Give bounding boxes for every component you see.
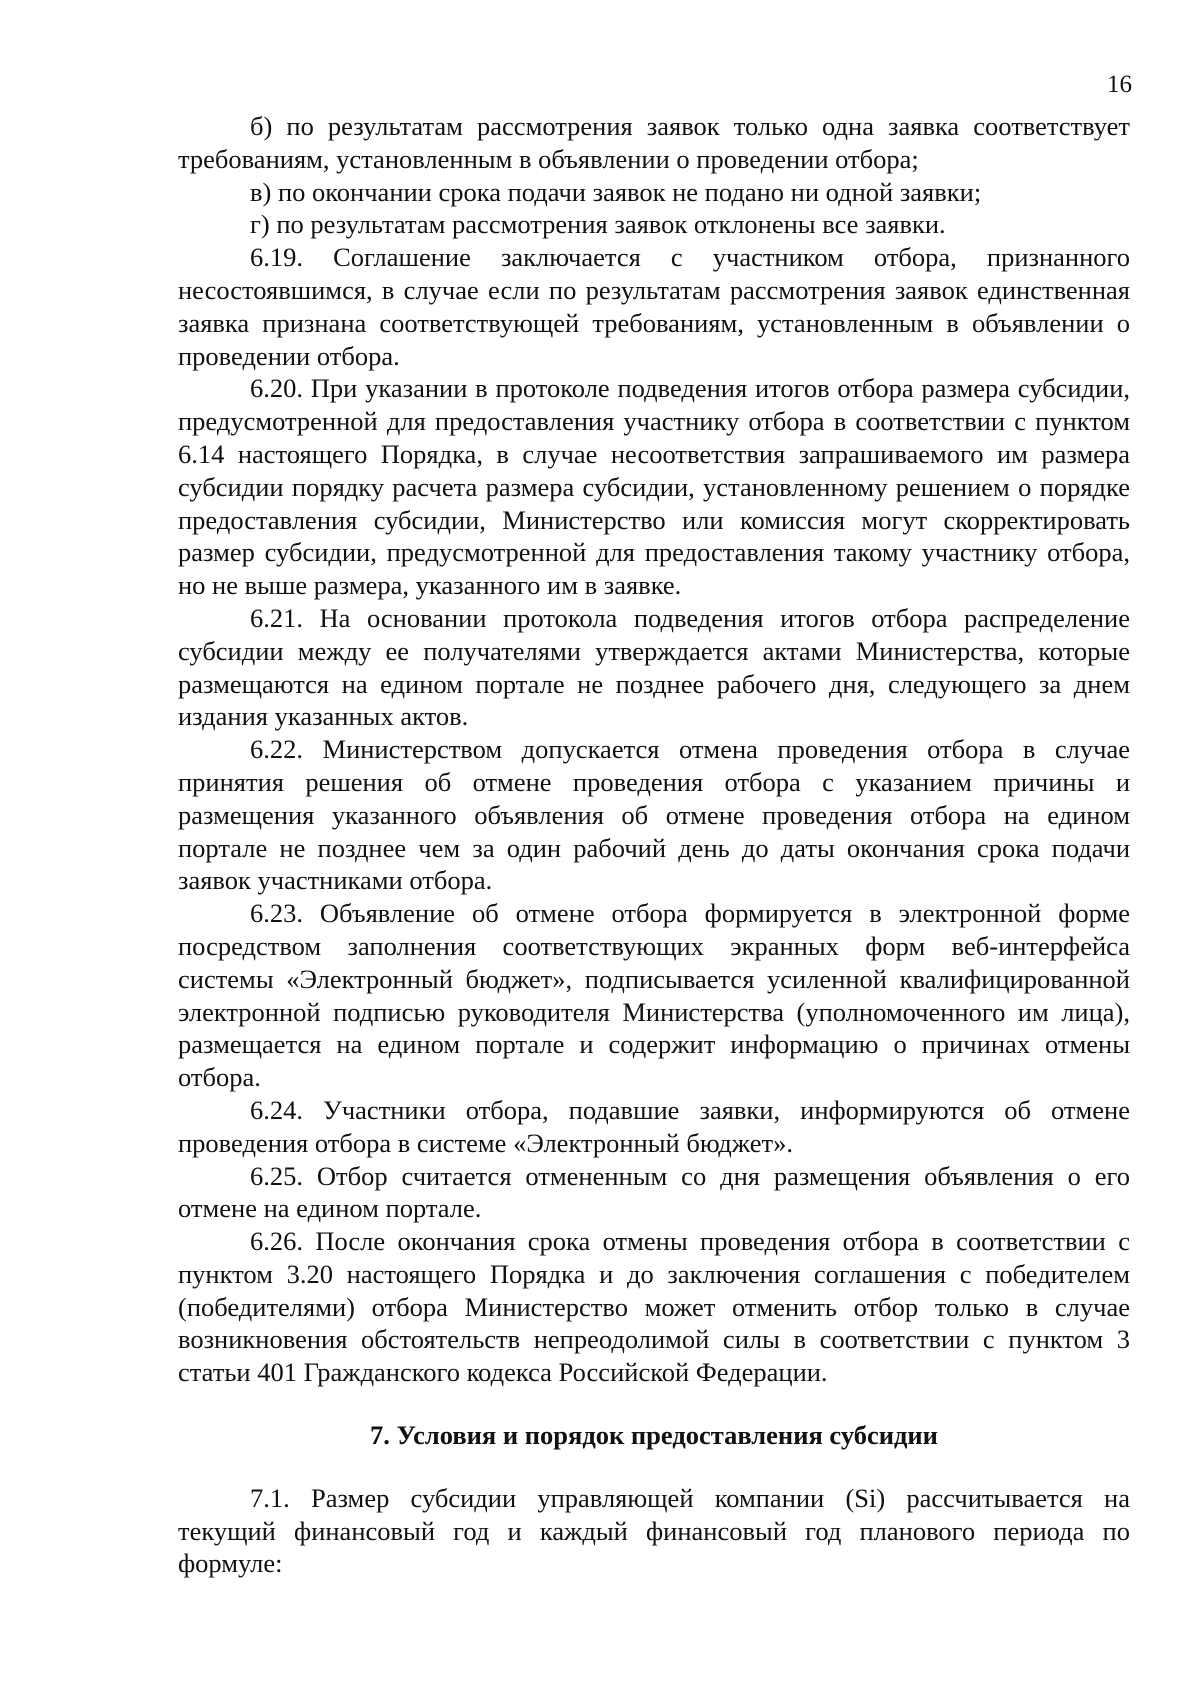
paragraph-6-24: 6.24. Участники отбора, подавшие заявки, информируются об отмене проведения отбора в системе «Электронный бюджет». [178,1094,1130,1158]
paragraph-g: г) по результатам рассмотрения заявок отклонены все заявки. [250,209,946,240]
paragraph-6-23: 6.23. Объявление об отмене отбора формируется в электронной форме посредством заполнения соответствующих экранных форм веб-интерфейса системы «Электронный бюджет», подписывается усиленной квалифицированной электронной подписью руководителя Министерства (уполномоченного им лица), размещается на едином портале и содержит информацию о причинах отмены отбора. [178,898,1130,1093]
paragraph-6-22: 6.22. Министерством допускается отмена проведения отбора в случае принятия решения об отмене проведения отбора с указанием причины и размещения указанного объявления об отмене проведения отбора на едином портале не позднее чем за один рабочий день до даты окончания срока подачи заявок участниками отбора. [178,734,1130,896]
paragraph-6-26: 6.26. После окончания срока отмены проведения отбора в соответствии с пунктом 3.20 настоящего Порядка и до заключения соглашения с победителем (победителями) отбора Министерство может отменить отбор только в случае возникновения обстоятельств непреодолимой силы в соответствии с пунктом 3 статьи 401 Гражданского кодекса Российской Федерации. [178,1226,1130,1388]
document-body [178,110,1130,1580]
paragraph-6-25: 6.25. Отбор считается отмененным со дня размещения объявления о его отмене на едином портале. [178,1160,1130,1224]
paragraph-7-1: 7.1. Размер субсидии управляющей компании (Si) рассчитывается на текущий финансовый год и каждый финансовый год планового периода по формуле: [178,1482,1130,1579]
paragraph-6-21: 6.21. На основании протокола подведения итогов отбора распределение субсидии между ее получателями утверждается актами Министерства, которые размещаются на едином портале не позднее рабочего дня, следующего за днем издания указанных актов. [178,602,1130,732]
paragraph-b: б) по результатам рассмотрения заявок только одна заявка соответствует требованиям, установленным в объявлении о проведении отбора; [178,111,1130,174]
paragraph-6-19: 6.19. Соглашение заключается с участником отбора, признанного несостоявшимся, в случае если по результатам рассмотрения заявок единственная заявка признана соответствующей требованиям, установленным в объявлении о проведении отбора. [178,242,1130,371]
paragraph-6-20: 6.20. При указании в протоколе подведения итогов отбора размера субсидии, предусмотренной для предоставления участнику отбора в соответствии с пунктом 6.14 настоящего Порядка, в случае несоответствия запрашиваемого им размера субсидии порядку расчета размера субсидии, установленному решением о порядке предоставления субсидии, Министерство или комиссия могут скорректировать размер субсидии, предусмотренной для предоставления такому участнику отбора, но не выше размера, указанного им в заявке. [178,373,1130,601]
section-heading: 7. Условия и порядок предоставления субсидии [370,1420,938,1451]
paragraph-v: в) по окончании срока подачи заявок не подано ни одной заявки; [250,176,982,207]
page-number: 16 [1107,71,1132,98]
